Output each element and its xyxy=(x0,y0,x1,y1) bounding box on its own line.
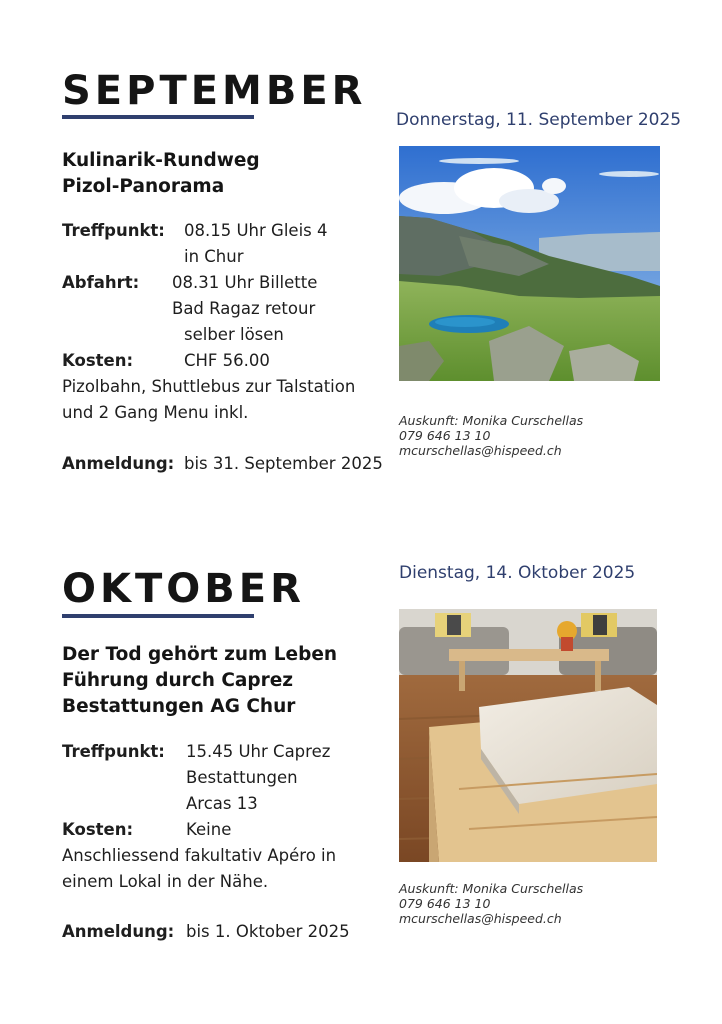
kosten-label: Kosten: xyxy=(62,351,134,370)
anmeldung-value: bis 31. September 2025 xyxy=(184,454,383,473)
anmeldung-label: Anmeldung: xyxy=(62,922,175,941)
kosten-label: Kosten: xyxy=(62,820,134,839)
event-date: Dienstag, 14. Oktober 2025 xyxy=(399,563,636,583)
treffpunkt-value: Arcas 13 xyxy=(186,794,258,813)
event-title-line: Pizol-Panorama xyxy=(62,176,225,197)
event-note-line: einem Lokal in der Nähe. xyxy=(62,872,269,891)
anmeldung-label: Anmeldung: xyxy=(62,454,175,473)
event-title xyxy=(62,642,337,720)
contact-email: mcurschellas@hispeed.ch xyxy=(399,443,562,458)
kosten-value: CHF 56.00 xyxy=(184,351,270,370)
contact-phone: 079 646 13 10 xyxy=(399,896,491,911)
month-underline xyxy=(62,115,254,119)
contact-name: Auskunft: Monika Curschellas xyxy=(399,413,584,428)
treffpunkt-label: Treffpunkt: xyxy=(62,742,165,761)
contact-email: mcurschellas@hispeed.ch xyxy=(399,911,562,926)
event-title-line: Kulinarik-Rundweg xyxy=(62,150,260,171)
event-note-line: Anschliessend fakultativ Apéro in xyxy=(62,846,337,865)
month-heading-oktober: OKTOBER xyxy=(62,566,305,612)
abfahrt-value: 08.31 Uhr Billette xyxy=(172,273,318,292)
abfahrt-value: Bad Ragaz retour xyxy=(172,299,316,318)
treffpunkt-value: 15.45 Uhr Caprez xyxy=(186,742,331,761)
event-title-line: Der Tod gehört zum Leben xyxy=(62,644,338,665)
contact-name: Auskunft: Monika Curschellas xyxy=(399,881,584,896)
contact-info xyxy=(399,413,583,458)
treffpunkt-label: Treffpunkt: xyxy=(62,221,165,240)
treffpunkt-value: in Chur xyxy=(184,247,244,266)
mountain-lake-photo xyxy=(399,146,660,381)
event-note-line: und 2 Gang Menu inkl. xyxy=(62,403,249,422)
treffpunkt-value: 08.15 Uhr Gleis 4 xyxy=(184,221,328,240)
anmeldung-row xyxy=(62,451,392,477)
anmeldung-row xyxy=(62,919,392,945)
event-note-line: Pizolbahn, Shuttlebus zur Talstation xyxy=(62,377,356,396)
abfahrt-label: Abfahrt: xyxy=(62,273,140,292)
abfahrt-value: selber lösen xyxy=(184,325,284,344)
anmeldung-value: bis 1. Oktober 2025 xyxy=(186,922,350,941)
event-title-line: Führung durch Caprez xyxy=(62,670,294,691)
kosten-value: Keine xyxy=(186,820,232,839)
event-title-line: Bestattungen AG Chur xyxy=(62,696,296,717)
contact-phone: 079 646 13 10 xyxy=(399,428,491,443)
event-title xyxy=(62,148,260,200)
coffin-showroom-photo xyxy=(399,609,657,862)
contact-info xyxy=(399,881,583,926)
event-date: Donnerstag, 11. September 2025 xyxy=(396,110,682,130)
event-details xyxy=(62,739,392,895)
event-details xyxy=(62,218,392,426)
month-heading-september: SEPTEMBER xyxy=(62,68,367,114)
month-underline xyxy=(62,614,254,618)
treffpunkt-value: Bestattungen xyxy=(186,768,298,787)
